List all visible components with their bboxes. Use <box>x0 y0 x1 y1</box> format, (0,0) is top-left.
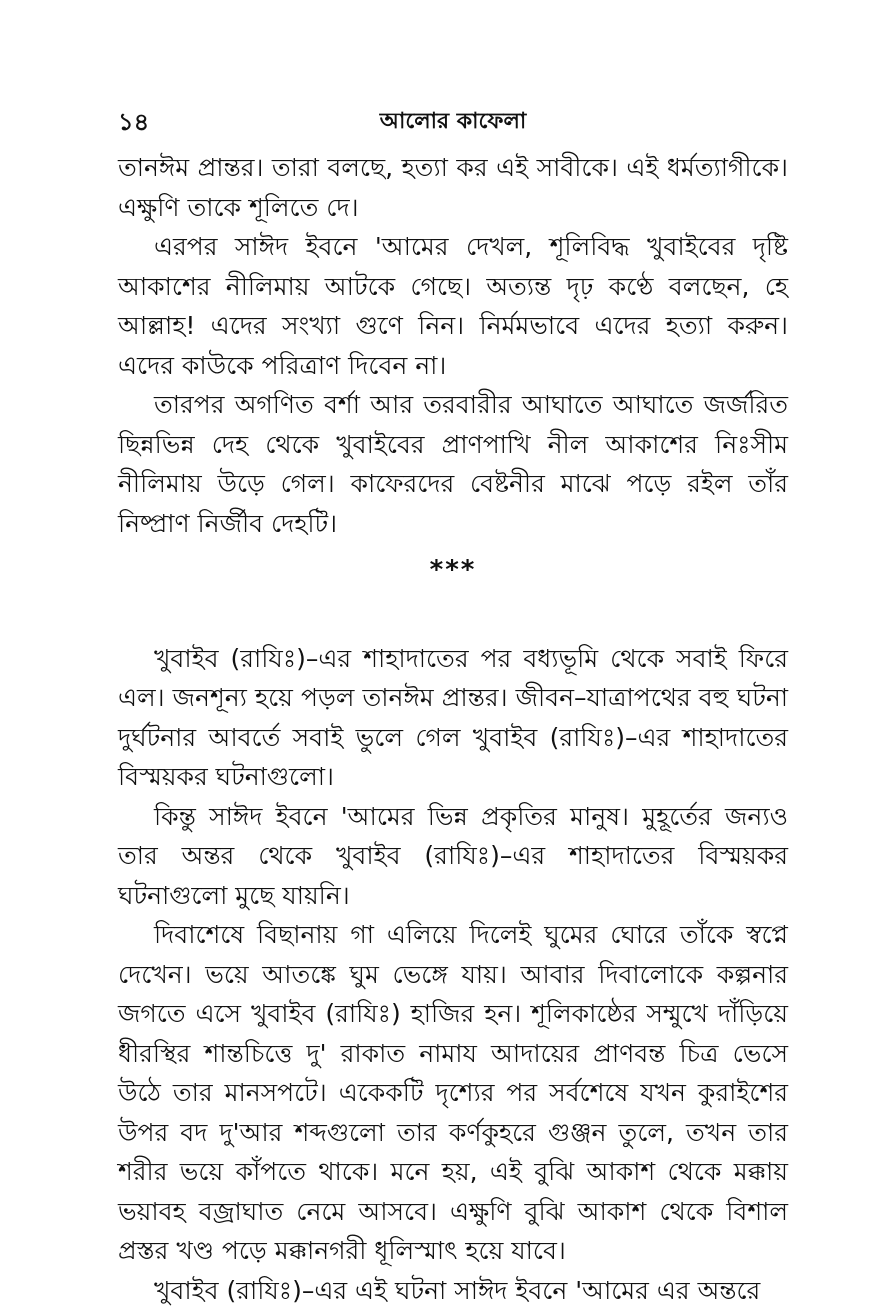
page-header <box>118 100 788 140</box>
paragraph: খুবাইব (রাযিঃ)–এর এই ঘটনা সাঈদ ইবনে 'আমের এর অন্তরে <box>118 1271 788 1310</box>
paragraph: এরপর সাঈদ ইবনে 'আমের দেখল, শূলিবিদ্ধ খুবাইবের দৃষ্টি আকাশের নীলিমায় আটকে গেছে। অত্যন্ত দৃঢ় কণ্ঠে বলছেন, হে আল্লাহ! এদের সংখ্যা গুণে নিন। নির্মমভাবে এদের হত্যা করুন। এদের কাউকে পরিত্রাণ দিবেন না। <box>118 227 788 385</box>
page-number: ১৪ <box>118 104 149 144</box>
book-title: আলোর কাফেলা <box>118 104 788 141</box>
paragraph: তারপর অগণিত বর্শা আর তরবারীর আঘাতে আঘাতে জর্জরিত ছিন্নভিন্ন দেহ থেকে খুবাইবের প্রাণপাখি নীল আকাশের নিঃসীম নীলিমায় উড়ে গেল। কাফেরদের বেষ্টনীর মাঝে পড়ে রইল তাঁর নিষ্প্রাণ নির্জীব দেহটি। <box>118 385 788 543</box>
page-body <box>118 148 788 1310</box>
paragraph: খুবাইব (রাযিঃ)–এর শাহাদাতের পর বধ্যভূমি থেকে সবাই ফিরে এল। জনশূন্য হয়ে পড়ল তানঈম প্রান্তর। জীবন–যাত্রাপথের বহু ঘটনা দুর্ঘটনার আবর্তে সবাই ভুলে গেল খুবাইব (রাযিঃ)–এর শাহাদাতের বিস্ময়কর ঘটনাগুলো। <box>118 639 788 797</box>
section-separator: *** <box>118 551 788 591</box>
paragraph: কিন্তু সাঈদ ইবনে 'আমের ভিন্ন প্রকৃতির মানুষ। মুহূর্তের জন্যও তার অন্তর থেকে খুবাইব (রাযিঃ)–এর শাহাদাতের বিস্ময়কর ঘটনাগুলো মুছে যায়নি। <box>118 797 788 916</box>
paragraph: দিবাশেষে বিছানায় গা এলিয়ে দিলেই ঘুমের ঘোরে তাঁকে স্বপ্নে দেখেন। ভয়ে আতঙ্কে ঘুম ভেঙ্গে যায়। আবার দিবালোকে কল্পনার জগতে এসে খুবাইব (রাযিঃ) হাজির হন। শূলিকাষ্ঠের সম্মুখে দাঁড়িয়ে ধীরস্থির শান্তচিত্তে দু' রাকাত নামায আদায়ের প্রাণবন্ত চিত্র ভেসে উঠে তার মানসপটে। একেকটি দৃশ্যের পর সর্বশেষে যখন কুরাইশের উপর বদ দু'আর শব্দগুলো তার কর্ণকুহরে গুঞ্জন তুলে, তখন তার শরীর ভয়ে কাঁপতে থাকে। মনে হয়, এই বুঝি আকাশ থেকে মক্কায় ভয়াবহ বজ্রাঘাত নেমে আসবে। এক্ষুণি বুঝি আকাশ থেকে বিশাল প্রস্তর খণ্ড পড়ে মক্কানগরী ধূলিস্মাৎ হয়ে যাবে। <box>118 915 788 1271</box>
paragraph: তানঈম প্রান্তর। তারা বলছে, হত্যা কর এই সাবীকে। এই ধর্মত্যাগীকে। এক্ষুণি তাকে শূলিতে দে। <box>118 148 788 227</box>
